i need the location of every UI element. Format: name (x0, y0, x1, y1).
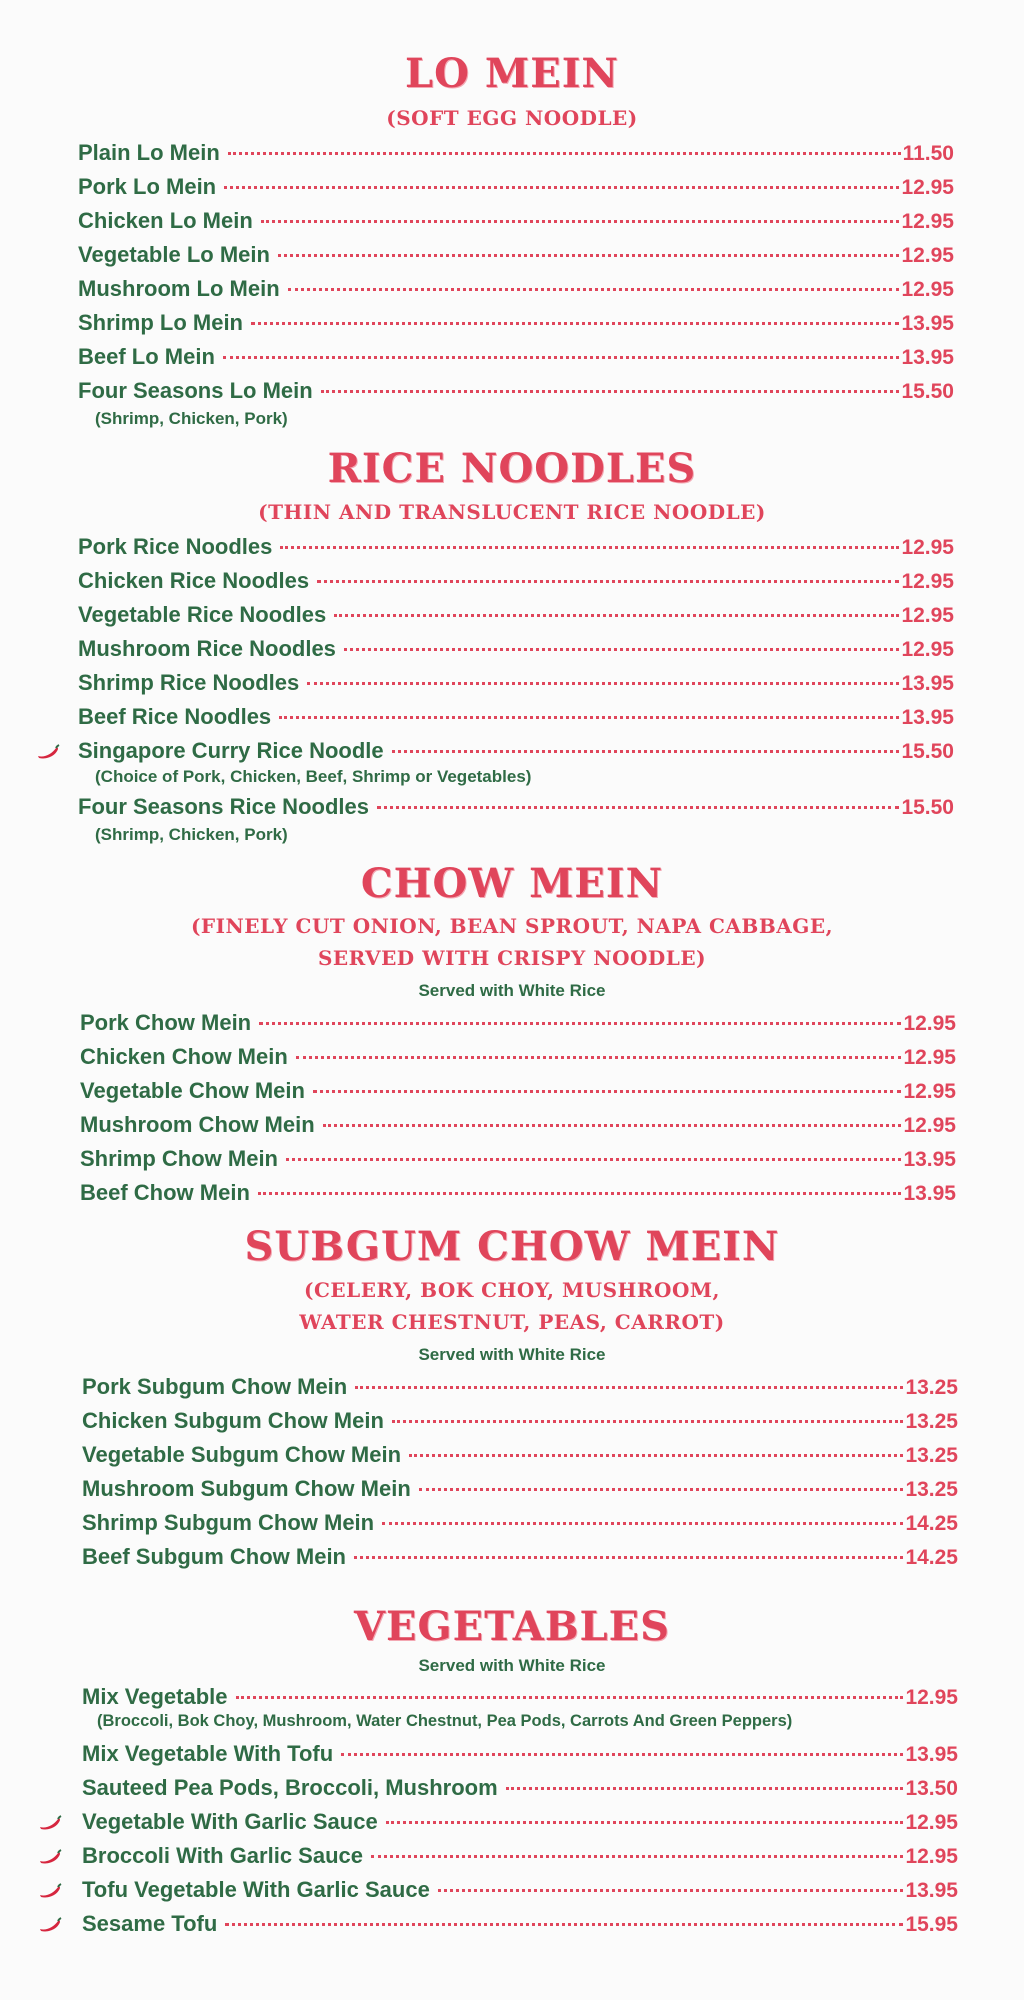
menu-item-name: Mushroom Lo Mein (78, 276, 280, 301)
menu-item (78, 140, 954, 170)
menu-item (82, 1510, 958, 1540)
leader-dots (279, 716, 899, 719)
menu-item-price: 15.95 (905, 1913, 958, 1936)
leader-dots (258, 1192, 902, 1195)
menu-item-price: 13.25 (905, 1478, 958, 1501)
menu-item-name: Beef Lo Mein (78, 344, 215, 369)
menu-item-price: 13.25 (905, 1376, 958, 1399)
leader-dots (392, 750, 900, 753)
menu-item (78, 276, 954, 306)
menu-item (82, 1809, 958, 1839)
leader-dots (224, 186, 899, 189)
menu-item-price: 12.95 (903, 1114, 956, 1137)
leader-dots (382, 1522, 903, 1525)
menu-item-price: 13.95 (903, 1148, 956, 1171)
menu-item (82, 1741, 958, 1771)
leader-dots (506, 1787, 904, 1790)
section-note: Served with White Rice (418, 1345, 606, 1364)
leader-dots (236, 1696, 904, 1699)
menu-item-name: Sesame Tofu (82, 1911, 218, 1936)
menu-item (82, 1476, 958, 1506)
menu-item-price: 13.95 (901, 312, 954, 335)
menu-item (82, 1843, 958, 1873)
chili-pepper-icon (38, 1849, 62, 1865)
menu-item-price: 13.50 (905, 1777, 958, 1800)
menu-item-name: Shrimp Subgum Chow Mein (82, 1510, 375, 1535)
menu-item (82, 1374, 958, 1404)
section-title-rice-noodles: RICE NOODLES (327, 445, 697, 492)
menu-item-name: Mix Vegetable With Tofu (82, 1741, 334, 1766)
section-subtitle-line: WATER CHESTNUT, PEAS, CARROT) (299, 1310, 725, 1334)
menu-item-name: Vegetable Rice Noodles (78, 602, 327, 627)
menu-item-name: Shrimp Lo Mein (78, 310, 243, 335)
menu-item-price: 12.95 (901, 604, 954, 627)
menu-item-name: Mushroom Rice Noodles (78, 636, 336, 661)
leader-dots (225, 1923, 903, 1926)
menu-item-name: Chicken Rice Noodles (78, 568, 310, 593)
leader-dots (313, 1090, 902, 1093)
menu-item-name: Beef Rice Noodles (78, 704, 272, 729)
menu-item-description: (Shrimp, Chicken, Pork) (95, 825, 288, 844)
menu-item-price: 12.95 (901, 176, 954, 199)
menu-item-name: Pork Lo Mein (78, 174, 217, 199)
leader-dots (317, 580, 899, 583)
section-title-lo-mein: LO MEIN (405, 50, 619, 97)
menu-item (78, 670, 954, 700)
menu-item-name: Mushroom Chow Mein (80, 1112, 315, 1137)
menu-item (80, 1180, 956, 1210)
menu-item-description: (Broccoli, Bok Choy, Mushroom, Water Chestnut, Pea Pods, Carrots And Green Peppers) (97, 1712, 793, 1730)
menu-item-name: Vegetable Lo Mein (78, 242, 270, 267)
menu-item (80, 1078, 956, 1108)
menu-item-name: Chicken Chow Mein (80, 1044, 288, 1069)
menu-item-price: 15.50 (901, 796, 954, 819)
leader-dots (286, 1158, 901, 1161)
menu-item-description: (Shrimp, Chicken, Pork) (95, 409, 288, 428)
menu-item-price: 12.95 (903, 1046, 956, 1069)
menu-item (82, 1684, 958, 1714)
leader-dots (223, 356, 900, 359)
chili-pepper-icon (36, 744, 60, 760)
menu-item-price: 11.50 (902, 142, 954, 165)
menu-item-name: Beef Chow Mein (80, 1180, 250, 1205)
menu-item-price: 13.95 (905, 1879, 958, 1902)
menu-item-price: 13.95 (901, 346, 954, 369)
section-title-chow-mein: CHOW MEIN (360, 860, 664, 907)
section-subtitle-line: (FINELY CUT ONION, BEAN SPROUT, NAPA CABBAGE, (190, 914, 834, 938)
menu-item (78, 242, 954, 272)
menu-item-name: Plain Lo Mein (78, 140, 220, 165)
menu-item (78, 738, 954, 768)
menu-item-name: Chicken Subgum Chow Mein (82, 1408, 384, 1433)
section-subtitle-line: SERVED WITH CRISPY NOODLE) (317, 946, 707, 970)
chili-pepper-icon (38, 1815, 62, 1831)
menu-item-price: 15.50 (901, 740, 954, 763)
leader-dots (278, 254, 900, 257)
menu-item-name: Sauteed Pea Pods, Broccoli, Mushroom (82, 1775, 498, 1800)
leader-dots (228, 152, 901, 155)
leader-dots (377, 806, 899, 809)
menu-item-price: 13.25 (905, 1444, 958, 1467)
menu-item-price: 12.95 (903, 1080, 956, 1103)
leader-dots (307, 682, 899, 685)
section-subtitle-lo-mein: (SOFT EGG NOODLE) (386, 106, 638, 130)
section-subtitle-rice-noodles: (THIN AND TRANSLUCENT RICE NOODLE) (258, 500, 766, 524)
menu-item-price: 13.25 (905, 1410, 958, 1433)
section-title-vegetables: VEGETABLES (353, 1603, 671, 1650)
menu-item (78, 378, 954, 408)
menu-item (82, 1775, 958, 1805)
menu-item-name: Pork Chow Mein (80, 1010, 252, 1035)
menu-item-name: Pork Rice Noodles (78, 534, 273, 559)
section-note: Served with White Rice (418, 1656, 606, 1675)
menu-item-price: 13.95 (901, 706, 954, 729)
menu-item-price: 13.95 (901, 672, 954, 695)
menu-item (78, 636, 954, 666)
chili-pepper-icon (38, 1917, 62, 1933)
menu-item (78, 568, 954, 598)
menu-item-name: Four Seasons Lo Mein (78, 378, 313, 403)
menu-item-price: 12.95 (901, 210, 954, 233)
menu-item-price: 12.95 (901, 244, 954, 267)
menu-item-name: Vegetable With Garlic Sauce (82, 1809, 378, 1834)
leader-dots (341, 1753, 903, 1756)
section-title-subgum-chow-mein: SUBGUM CHOW MEIN (244, 1223, 780, 1270)
menu-item (82, 1442, 958, 1472)
section-note: Served with White Rice (418, 981, 606, 1000)
leader-dots (321, 390, 900, 393)
menu-item-name: Tofu Vegetable With Garlic Sauce (82, 1877, 430, 1902)
menu-item (78, 794, 954, 824)
menu-item (82, 1544, 958, 1574)
menu-item-description: (Choice of Pork, Chicken, Beef, Shrimp or Vegetables) (95, 767, 532, 786)
leader-dots (280, 546, 899, 549)
menu-item (78, 704, 954, 734)
menu-item-price: 15.50 (901, 380, 954, 403)
menu-item-price: 14.25 (905, 1512, 958, 1535)
menu-item-price: 13.95 (903, 1182, 956, 1205)
menu-item-price: 12.95 (901, 570, 954, 593)
leader-dots (386, 1821, 904, 1824)
leader-dots (251, 322, 899, 325)
menu-item (78, 208, 954, 238)
leader-dots (288, 288, 900, 291)
leader-dots (371, 1855, 903, 1858)
menu-item-name: Pork Subgum Chow Mein (82, 1374, 348, 1399)
chili-pepper-icon (38, 1883, 62, 1899)
menu-item-name: Broccoli With Garlic Sauce (82, 1843, 363, 1868)
leader-dots (323, 1124, 902, 1127)
menu-item-name: Chicken Lo Mein (78, 208, 253, 233)
menu-item-name: Mushroom Subgum Chow Mein (82, 1476, 411, 1501)
menu-item-price: 14.25 (905, 1546, 958, 1569)
leader-dots (344, 648, 900, 651)
leader-dots (259, 1022, 901, 1025)
menu-item (82, 1408, 958, 1438)
leader-dots (392, 1420, 904, 1423)
menu-item (80, 1010, 956, 1040)
leader-dots (261, 220, 900, 223)
menu-item-price: 12.95 (903, 1012, 956, 1035)
menu-item-name: Vegetable Chow Mein (80, 1078, 305, 1103)
menu-item-name: Shrimp Chow Mein (80, 1146, 278, 1171)
menu-item-price: 12.95 (901, 536, 954, 559)
menu-item-price: 12.95 (905, 1845, 958, 1868)
menu-item-name: Beef Subgum Chow Mein (82, 1544, 346, 1569)
menu-item (80, 1044, 956, 1074)
leader-dots (438, 1889, 904, 1892)
menu-item (78, 344, 954, 374)
menu-item (82, 1911, 958, 1941)
menu-item-price: 12.95 (901, 638, 954, 661)
leader-dots (409, 1454, 903, 1457)
leader-dots (419, 1488, 904, 1491)
menu-item-name: Vegetable Subgum Chow Mein (82, 1442, 402, 1467)
menu-item-price: 12.95 (905, 1811, 958, 1834)
leader-dots (355, 1386, 903, 1389)
leader-dots (296, 1056, 902, 1059)
menu-item (78, 174, 954, 204)
menu-item-name: Singapore Curry Rice Noodle (78, 738, 384, 763)
menu-item (78, 310, 954, 340)
leader-dots (354, 1556, 903, 1559)
leader-dots (334, 614, 899, 617)
menu-item (78, 602, 954, 632)
menu-item-price: 12.95 (901, 278, 954, 301)
menu-item-name: Shrimp Rice Noodles (78, 670, 300, 695)
section-subtitle-line: (CELERY, BOK CHOY, MUSHROOM, (304, 1278, 720, 1302)
menu-item (80, 1112, 956, 1142)
menu-item-name: Four Seasons Rice Noodles (78, 794, 369, 819)
menu-item (78, 534, 954, 564)
menu-item-name: Mix Vegetable (82, 1684, 228, 1709)
menu-item-price: 13.95 (905, 1743, 958, 1766)
menu-item-price: 12.95 (905, 1686, 958, 1709)
menu-item (80, 1146, 956, 1176)
menu-item (82, 1877, 958, 1907)
